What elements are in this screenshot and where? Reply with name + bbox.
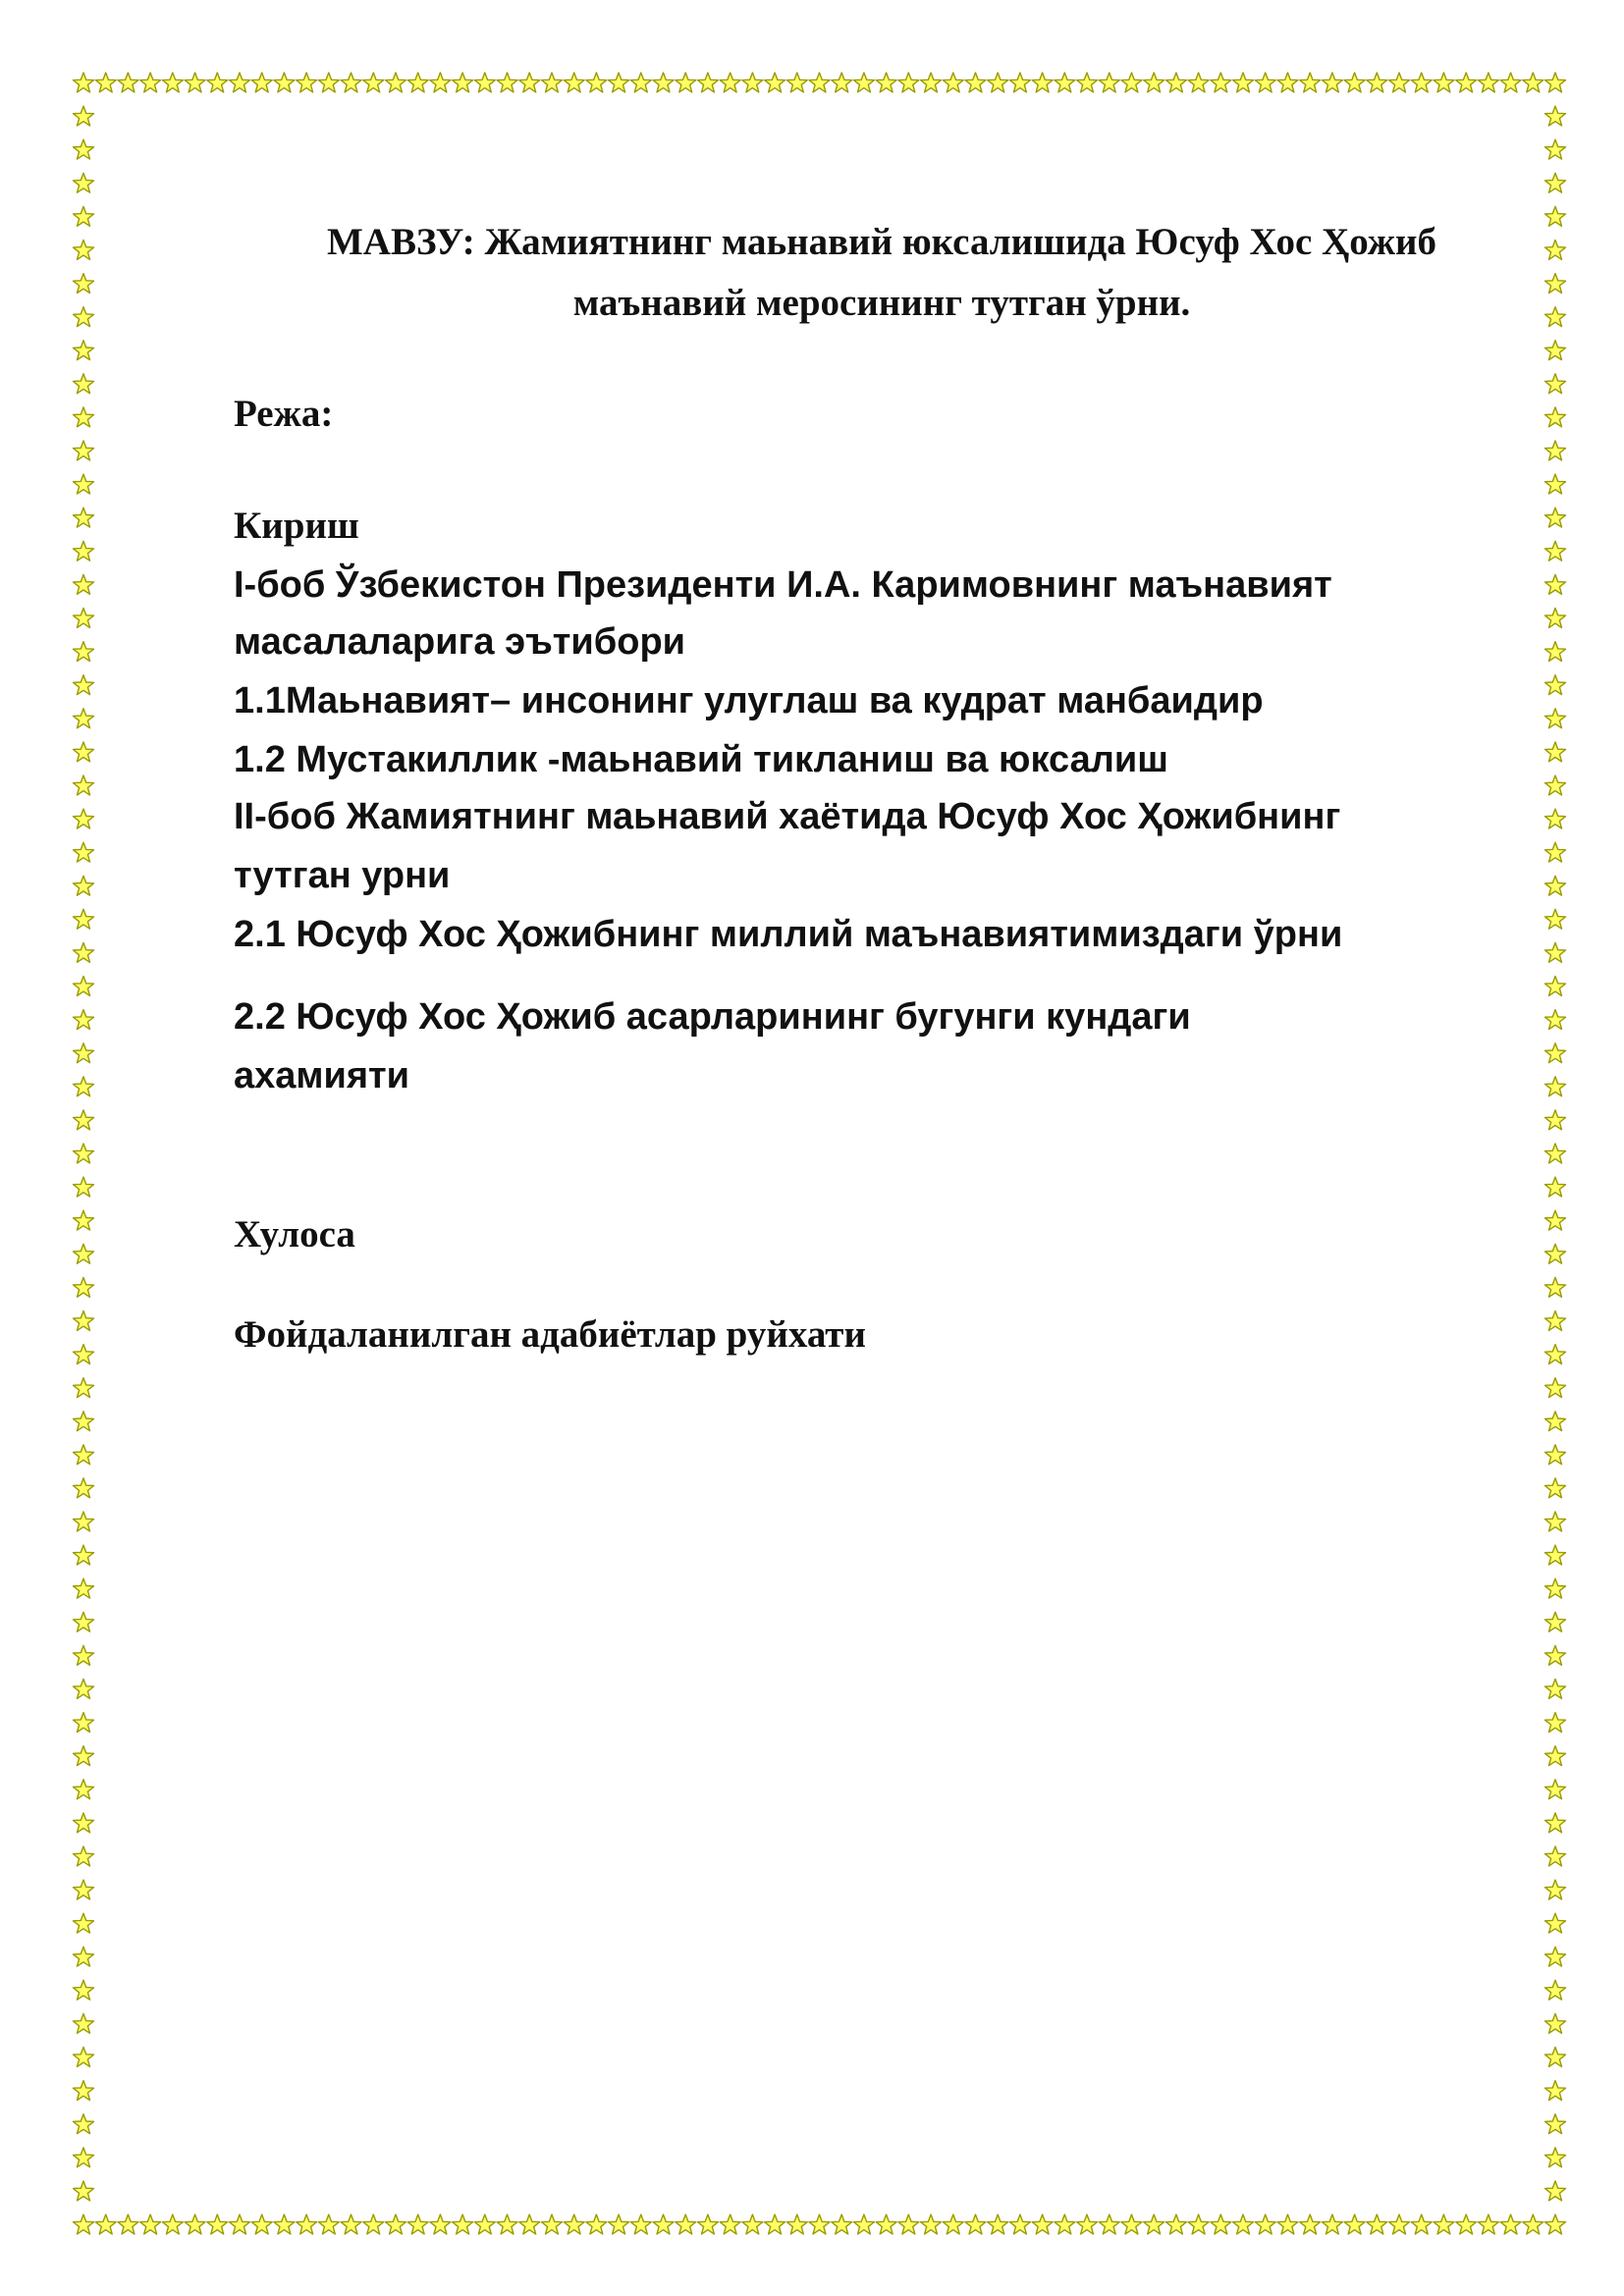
star-icon <box>519 73 540 92</box>
star-icon <box>207 2215 228 2234</box>
plan-item-section-1-1: 1.1Маьнавият– инсонинг улуглаш ва кудрат манбаидир <box>234 680 1264 721</box>
star-icon <box>698 73 719 92</box>
star-icon <box>74 2181 94 2201</box>
star-icon <box>742 2215 763 2234</box>
star-icon <box>140 73 161 92</box>
star-icon <box>653 2215 674 2234</box>
star-icon <box>720 73 740 92</box>
star-icon <box>74 1277 94 1297</box>
star-icon <box>1545 675 1566 695</box>
star-icon <box>921 73 942 92</box>
star-icon <box>1009 73 1030 92</box>
star-icon <box>1545 2114 1566 2134</box>
star-icon <box>74 2081 94 2101</box>
star-icon <box>74 909 94 929</box>
star-icon <box>586 2215 607 2234</box>
star-icon <box>876 73 896 92</box>
star-icon <box>1300 73 1321 92</box>
star-icon <box>407 2215 428 2234</box>
star-icon <box>162 73 183 92</box>
star-icon <box>1545 809 1566 828</box>
star-icon <box>74 307 94 327</box>
star-icon <box>74 374 94 394</box>
star-icon <box>430 73 451 92</box>
star-icon <box>162 2215 183 2234</box>
star-icon <box>74 1010 94 1030</box>
star-icon <box>1545 1780 1566 1799</box>
star-icon <box>1389 2215 1410 2234</box>
star-icon <box>854 73 875 92</box>
star-icon <box>1367 73 1387 92</box>
star-icon <box>832 2215 852 2234</box>
star-icon <box>74 441 94 460</box>
star-icon <box>230 2215 250 2234</box>
star-icon <box>1545 775 1566 795</box>
star-icon <box>988 73 1008 92</box>
star-icon <box>274 73 295 92</box>
star-icon <box>318 73 339 92</box>
star-icon <box>1165 73 1186 92</box>
star-icon <box>74 574 94 594</box>
star-icon <box>988 2215 1008 2234</box>
star-icon <box>74 1478 94 1498</box>
star-icon <box>1545 441 1566 460</box>
plan-item-section-2-2-line-2: ахамияти <box>234 1055 410 1096</box>
star-icon <box>1545 876 1566 895</box>
star-icon <box>1233 73 1254 92</box>
plan-item-chapter-2-line-2: тутган урни <box>234 855 451 896</box>
star-icon <box>1055 2215 1075 2234</box>
star-icon <box>1545 709 1566 728</box>
star-icon <box>854 2215 875 2234</box>
star-icon <box>95 73 116 92</box>
star-icon <box>1545 1612 1566 1631</box>
star-icon <box>1545 206 1566 226</box>
star-icon <box>832 73 852 92</box>
star-icon <box>74 642 94 662</box>
star-icon <box>542 73 563 92</box>
star-icon <box>1545 139 1566 159</box>
star-icon <box>1121 2215 1142 2234</box>
star-icon <box>965 73 986 92</box>
star-icon <box>74 1980 94 2000</box>
star-icon <box>720 2215 740 2234</box>
star-icon <box>1545 307 1566 327</box>
star-icon <box>74 1043 94 1063</box>
star-icon <box>1411 73 1432 92</box>
star-icon <box>1009 2215 1030 2234</box>
star-icon <box>1545 1746 1566 1766</box>
star-icon <box>1545 507 1566 527</box>
title-line-1: МАВЗУ: Жамиятнинг маьнавий юксалишида Юсуф Хос Ҳожиб <box>327 221 1436 263</box>
plan-item-references: Фойдаланилган адабиётлар руйхати <box>234 1313 866 1356</box>
star-icon <box>1367 2215 1387 2234</box>
star-icon <box>1545 1210 1566 1230</box>
star-icon <box>74 1947 94 1966</box>
star-icon <box>809 73 830 92</box>
star-icon <box>251 2215 272 2234</box>
star-icon <box>407 73 428 92</box>
star-icon <box>1077 2215 1098 2234</box>
star-icon <box>1545 1244 1566 1263</box>
star-icon <box>95 2215 116 2234</box>
star-icon <box>74 73 94 92</box>
star-icon <box>74 139 94 159</box>
star-icon <box>474 73 495 92</box>
star-icon <box>363 2215 384 2234</box>
star-icon <box>1545 1412 1566 1431</box>
star-icon <box>1545 2148 1566 2167</box>
star-icon <box>251 73 272 92</box>
star-icon <box>1545 609 1566 628</box>
star-icon <box>1255 2215 1275 2234</box>
star-icon <box>1434 73 1454 92</box>
star-icon <box>965 2215 986 2234</box>
star-icon <box>1545 106 1566 126</box>
star-icon <box>921 2215 942 2234</box>
star-icon <box>74 1913 94 1933</box>
star-icon <box>74 942 94 962</box>
star-icon <box>74 675 94 695</box>
plan-heading: Режа: <box>234 393 334 435</box>
star-icon <box>1411 2215 1432 2234</box>
star-icon <box>74 742 94 762</box>
star-icon <box>1523 73 1543 92</box>
star-icon <box>1545 842 1566 862</box>
star-icon <box>786 2215 807 2234</box>
plan-item-section-1-2: 1.2 Мустакиллик -маьнавий тикланиш ва юксалиш <box>234 739 1168 780</box>
star-icon <box>185 2215 205 2234</box>
star-icon <box>1545 977 1566 996</box>
star-icon <box>386 73 406 92</box>
star-icon <box>1099 2215 1119 2234</box>
star-icon <box>74 1177 94 1197</box>
star-icon <box>118 73 138 92</box>
star-icon <box>1545 407 1566 427</box>
star-icon <box>74 876 94 895</box>
star-icon <box>1099 73 1119 92</box>
star-icon <box>1165 2215 1186 2234</box>
star-icon <box>74 1780 94 1799</box>
star-icon <box>74 1846 94 1866</box>
star-icon <box>363 73 384 92</box>
star-icon <box>1545 1144 1566 1163</box>
star-icon <box>1233 2215 1254 2234</box>
star-icon <box>1344 2215 1365 2234</box>
star-icon <box>943 2215 963 2234</box>
plan-item-chapter-2-line-1: II-боб Жамиятнинг маьнавий хаётида Юсуф Хос Ҳожибнинг <box>234 796 1341 837</box>
star-icon <box>74 106 94 126</box>
star-icon <box>74 507 94 527</box>
star-icon <box>74 2148 94 2167</box>
plan-item-section-2-2-line-1: 2.2 Юсуф Хос Ҳожиб асарларининг бугунги кундаги <box>234 996 1191 1038</box>
star-icon <box>1211 73 1231 92</box>
star-icon <box>1545 1345 1566 1364</box>
star-icon <box>74 1378 94 1398</box>
star-icon <box>230 73 250 92</box>
star-icon <box>698 2215 719 2234</box>
star-icon <box>1144 73 1164 92</box>
star-icon <box>1322 2215 1342 2234</box>
star-icon <box>564 73 584 92</box>
star-icon <box>74 1545 94 1565</box>
star-icon <box>786 73 807 92</box>
star-icon <box>1545 1645 1566 1665</box>
star-icon <box>1545 909 1566 929</box>
star-icon <box>1523 2215 1543 2234</box>
plan-item-section-2-1: 2.1 Юсуф Хос Ҳожибнинг миллий маънавиятимиздаги ўрни <box>234 914 1343 955</box>
star-icon <box>140 2215 161 2234</box>
star-icon <box>1478 2215 1498 2234</box>
star-icon <box>1545 742 1566 762</box>
star-icon <box>74 1578 94 1598</box>
star-icon <box>297 2215 317 2234</box>
star-icon <box>74 1746 94 1766</box>
star-icon <box>1545 2013 1566 2033</box>
document-title <box>234 212 1530 334</box>
star-icon <box>1545 1880 1566 1899</box>
star-icon <box>1545 1478 1566 1498</box>
star-icon <box>1389 73 1410 92</box>
star-icon <box>74 541 94 561</box>
star-icon <box>74 1813 94 1833</box>
star-icon <box>1545 474 1566 494</box>
star-icon <box>586 73 607 92</box>
star-icon <box>1545 1512 1566 1531</box>
star-icon <box>1478 73 1498 92</box>
star-icon <box>74 2114 94 2134</box>
star-icon <box>185 73 205 92</box>
star-icon <box>74 842 94 862</box>
star-icon <box>74 1244 94 1263</box>
star-icon <box>876 2215 896 2234</box>
star-icon <box>1545 1010 1566 1030</box>
star-icon <box>118 2215 138 2234</box>
star-icon <box>453 2215 473 2234</box>
star-icon <box>1188 73 1209 92</box>
star-icon <box>1545 374 1566 394</box>
star-icon <box>386 2215 406 2234</box>
star-icon <box>676 73 696 92</box>
star-icon <box>898 2215 919 2234</box>
star-icon <box>74 1512 94 1531</box>
star-icon <box>1545 1846 1566 1866</box>
star-icon <box>943 73 963 92</box>
star-icon <box>1277 2215 1298 2234</box>
star-icon <box>630 73 651 92</box>
star-icon <box>74 1412 94 1431</box>
star-icon <box>74 1077 94 1096</box>
star-icon <box>1545 73 1566 92</box>
star-icon <box>1545 574 1566 594</box>
star-icon <box>1545 642 1566 662</box>
star-icon <box>74 1445 94 1465</box>
star-icon <box>341 2215 361 2234</box>
star-icon <box>898 73 919 92</box>
star-icon <box>1188 2215 1209 2234</box>
star-icon <box>1545 1077 1566 1096</box>
star-icon <box>74 1311 94 1331</box>
star-icon <box>1545 2181 1566 2201</box>
star-icon <box>74 1645 94 1665</box>
star-icon <box>74 1612 94 1631</box>
plan-item-conclusion: Хулоса <box>234 1213 355 1255</box>
star-icon <box>1032 73 1053 92</box>
star-icon <box>1545 341 1566 360</box>
star-icon <box>1434 2215 1454 2234</box>
star-icon <box>74 1110 94 1130</box>
star-icon <box>1545 1813 1566 1833</box>
star-icon <box>74 1880 94 1899</box>
star-icon <box>1032 2215 1053 2234</box>
star-icon <box>1545 1311 1566 1331</box>
star-icon <box>74 2048 94 2067</box>
star-icon <box>497 2215 517 2234</box>
star-icon <box>453 73 473 92</box>
star-icon <box>542 2215 563 2234</box>
star-icon <box>74 709 94 728</box>
star-icon <box>474 2215 495 2234</box>
star-icon <box>74 2215 94 2234</box>
star-icon <box>1545 1043 1566 1063</box>
star-icon <box>1255 73 1275 92</box>
star-icon <box>74 206 94 226</box>
star-icon <box>74 1680 94 1699</box>
star-icon <box>564 2215 584 2234</box>
star-icon <box>1545 1713 1566 1733</box>
star-icon <box>74 341 94 360</box>
star-icon <box>1545 2081 1566 2101</box>
star-icon <box>74 474 94 494</box>
star-icon <box>1121 73 1142 92</box>
star-icon <box>74 775 94 795</box>
star-icon <box>430 2215 451 2234</box>
star-icon <box>74 1345 94 1364</box>
star-icon <box>74 1144 94 1163</box>
star-icon <box>1456 73 1477 92</box>
star-icon <box>609 2215 629 2234</box>
star-icon <box>1545 173 1566 192</box>
plan-item-chapter-1-line-2: масалаларига эътибори <box>234 621 686 663</box>
star-icon <box>1144 2215 1164 2234</box>
star-icon <box>1300 2215 1321 2234</box>
star-icon <box>74 2013 94 2033</box>
star-icon <box>74 274 94 294</box>
star-icon <box>1277 73 1298 92</box>
star-icon <box>1344 73 1365 92</box>
star-icon <box>297 73 317 92</box>
star-icon <box>1545 1980 1566 2000</box>
star-icon <box>519 2215 540 2234</box>
star-icon <box>630 2215 651 2234</box>
star-icon <box>1077 73 1098 92</box>
star-icon <box>1545 1110 1566 1130</box>
star-icon <box>207 73 228 92</box>
star-icon <box>1055 73 1075 92</box>
star-icon <box>676 2215 696 2234</box>
star-icon <box>74 1210 94 1230</box>
star-icon <box>1545 274 1566 294</box>
star-icon <box>74 407 94 427</box>
star-icon <box>1545 2048 1566 2067</box>
star-icon <box>1545 1545 1566 1565</box>
star-icon <box>318 2215 339 2234</box>
star-icon <box>1545 1680 1566 1699</box>
star-icon <box>74 609 94 628</box>
star-icon <box>497 73 517 92</box>
star-icon <box>1545 1947 1566 1966</box>
plan-item-chapter-1-line-1: I-боб Ўзбекистон Президенти И.А. Каримовнинг маънавият <box>234 564 1332 606</box>
title-line-2: маънавий меросининг тутган ўрни. <box>572 282 1191 324</box>
star-icon <box>1545 1578 1566 1598</box>
star-icon <box>341 73 361 92</box>
star-icon <box>74 240 94 260</box>
star-icon <box>1545 240 1566 260</box>
star-icon <box>1545 942 1566 962</box>
star-icon <box>1456 2215 1477 2234</box>
star-icon <box>1500 2215 1521 2234</box>
star-icon <box>1545 1177 1566 1197</box>
star-icon <box>1545 2215 1566 2234</box>
star-icon <box>1545 1913 1566 1933</box>
star-icon <box>74 173 94 192</box>
star-icon <box>1500 73 1521 92</box>
star-icon <box>74 1713 94 1733</box>
star-icon <box>1211 2215 1231 2234</box>
star-icon <box>1545 1445 1566 1465</box>
star-icon <box>609 73 629 92</box>
star-icon <box>1545 541 1566 561</box>
star-icon <box>1322 73 1342 92</box>
star-icon <box>765 2215 785 2234</box>
star-icon <box>742 73 763 92</box>
star-icon <box>809 2215 830 2234</box>
star-icon <box>74 977 94 996</box>
plan-item-intro: Кириш <box>234 505 359 547</box>
star-icon <box>765 73 785 92</box>
star-icon <box>74 809 94 828</box>
star-icon <box>1545 1378 1566 1398</box>
star-icon <box>1545 1277 1566 1297</box>
star-icon <box>274 2215 295 2234</box>
star-icon <box>653 73 674 92</box>
